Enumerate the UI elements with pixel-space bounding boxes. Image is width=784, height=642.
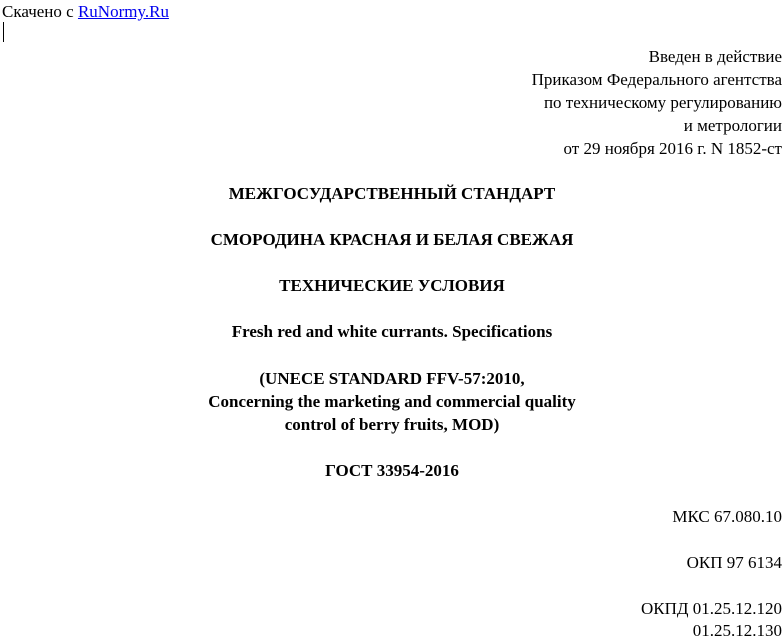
runormy-link[interactable]: RuNormy.Ru <box>77 2 169 21</box>
okp-code: ОКП 97 6134 <box>686 553 782 572</box>
unece-line: control of berry fruits, MOD) <box>284 415 500 434</box>
mks-code: МКС 67.080.10 <box>672 507 782 526</box>
gost-number-heading: ГОСТ 33954-2016 <box>325 461 459 480</box>
enactment-line: по техническому регулированию <box>543 93 782 112</box>
okpd-code-1: ОКПД 01.25.12.120 <box>641 599 782 618</box>
download-source-line <box>2 0 169 23</box>
conditions-heading: ТЕХНИЧЕСКИЕ УСЛОВИЯ <box>279 276 505 295</box>
standard-type-heading: МЕЖГОСУДАРСТВЕННЫЙ СТАНДАРТ <box>228 184 556 203</box>
okpd-code-2: 01.25.12.130 <box>692 621 782 640</box>
enactment-line: и метрологии <box>683 116 782 135</box>
unece-reference-block <box>0 367 784 436</box>
unece-line: (UNECE STANDARD FFV-57:2010, <box>259 369 525 388</box>
enactment-line: Введен в действие <box>648 47 782 66</box>
english-title-heading: Fresh red and white currants. Specifications <box>231 322 553 341</box>
text-cursor <box>3 22 4 42</box>
product-heading: СМОРОДИНА КРАСНАЯ И БЕЛАЯ СВЕЖАЯ <box>210 230 574 249</box>
download-prefix: Скачено с <box>2 2 78 21</box>
enactment-line: Приказом Федерального агентства <box>531 70 782 89</box>
enactment-line: от 29 ноября 2016 г. N 1852-ст <box>563 139 782 158</box>
enactment-block <box>532 45 782 160</box>
unece-line: Concerning the marketing and commercial quality <box>208 392 576 411</box>
